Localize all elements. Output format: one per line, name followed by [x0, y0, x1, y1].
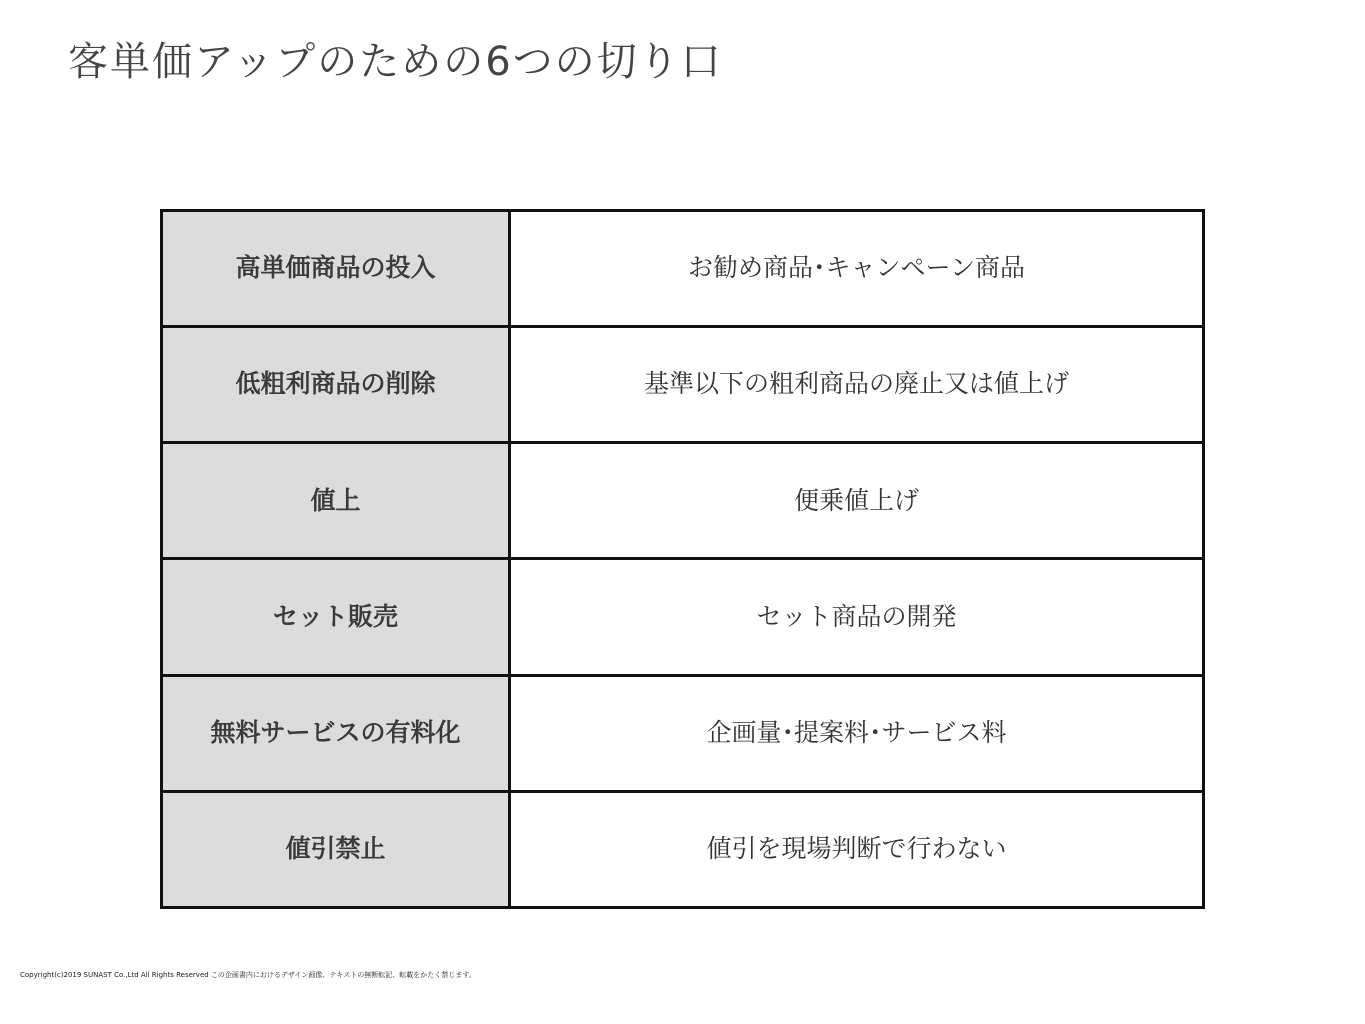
tactics-table — [160, 209, 1205, 909]
row-description: 企画量･提案料･サービス料 — [510, 675, 1204, 791]
copyright-notice: Copyright(c)2019 SUNAST Co.,Ltd All Rights Reserved この企画書内におけるデザイン画像、テキストの無断転記、転載をかたく禁じます。 — [20, 971, 476, 979]
row-label: 値引禁止 — [162, 791, 510, 907]
table-row — [162, 327, 1204, 443]
row-label: 無料サービスの有料化 — [162, 675, 510, 791]
row-label: 高単価商品の投入 — [162, 211, 510, 327]
page-title: 客単価アップのための6つの切り口 — [68, 39, 723, 85]
row-description: 基準以下の粗利商品の廃止又は値上げ — [510, 327, 1204, 443]
row-label: 値上 — [162, 443, 510, 559]
row-label: 低粗利商品の削除 — [162, 327, 510, 443]
table-row — [162, 211, 1204, 327]
row-description: お勧め商品･キャンペーン商品 — [510, 211, 1204, 327]
row-description: セット商品の開発 — [510, 559, 1204, 675]
row-description: 便乗値上げ — [510, 443, 1204, 559]
table-row — [162, 559, 1204, 675]
row-description: 値引を現場判断で行わない — [510, 791, 1204, 907]
table-row — [162, 675, 1204, 791]
table-row — [162, 791, 1204, 907]
table-row — [162, 443, 1204, 559]
row-label: セット販売 — [162, 559, 510, 675]
tactics-table-container — [160, 209, 1205, 909]
